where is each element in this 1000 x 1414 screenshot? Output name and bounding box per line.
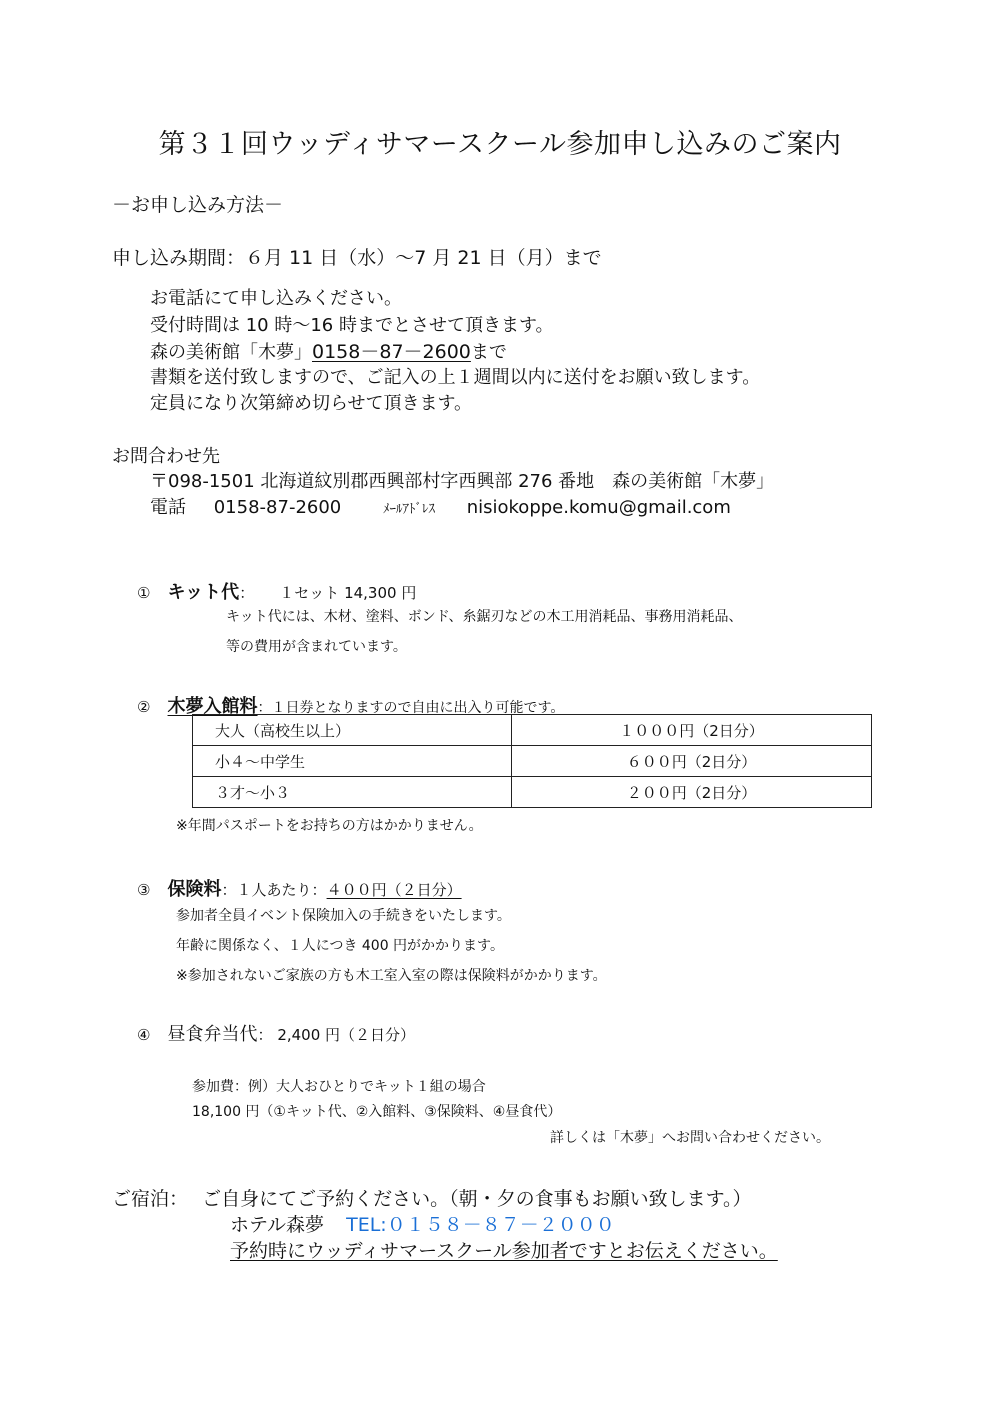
entry-desc: ：１日券となりますので自由に出入り可能です。 bbox=[257, 700, 565, 716]
lunch-label: 昼食弁当代 bbox=[167, 1024, 258, 1045]
table-row bbox=[193, 746, 872, 777]
lunch-line bbox=[137, 1020, 415, 1046]
mail-label: ﾒｰﾙｱﾄﾞﾚｽ bbox=[382, 502, 435, 517]
phone-apply-line2: 受付時間は 10 時～16 時までとさせて頂きます。 bbox=[150, 315, 554, 336]
phone-apply-line4: 書類を送付致しますので、ご記入の上１週間以内に送付をお願い致します。 bbox=[150, 367, 761, 388]
insurance-line bbox=[137, 875, 462, 901]
insurance-prefix: ：１人あたり： bbox=[221, 881, 327, 899]
lunch-price: ： 2,400 円（２日分） bbox=[257, 1026, 416, 1044]
table-row bbox=[193, 777, 872, 808]
phone-apply-line3 bbox=[150, 337, 507, 364]
lodging-desc: ご自身にてご予約ください。（朝・夕の食事もお願い致します。） bbox=[202, 1188, 752, 1210]
example-line3: 詳しくは「木夢」へお問い合わせください。 bbox=[550, 1130, 830, 1146]
museum-name: 森の美術館「木夢」 bbox=[150, 342, 312, 363]
contact-tel-line bbox=[150, 493, 731, 519]
lodging-line bbox=[112, 1184, 752, 1211]
entry-label: 木夢入館料 bbox=[167, 696, 258, 717]
application-period: 申し込み期間：６月 11 日（水）～7 月 21 日（月）まで bbox=[112, 247, 602, 269]
kit-price: １セット 14,300 円 bbox=[279, 584, 417, 602]
tel-number: 0158-87-2600 bbox=[213, 497, 342, 518]
lunch-number: ④ bbox=[137, 1026, 151, 1044]
museum-phone: 0158－87－2600 bbox=[312, 341, 471, 363]
entry-note: ※年間パスポートをお持ちの方はかかりません。 bbox=[176, 818, 483, 834]
insurance-price: ４００円（２日分） bbox=[326, 881, 462, 899]
method-heading: －お申し込み方法－ bbox=[112, 194, 284, 216]
fee-price: ２００円（2日分） bbox=[512, 777, 872, 808]
kit-label: キット代 bbox=[167, 582, 240, 603]
kit-desc1: キット代には、木材、塗料、ボンド、糸鋸刃などの木工用消耗品、事務用消耗品、 bbox=[226, 609, 743, 625]
kit-separator: ： bbox=[239, 584, 255, 602]
insurance-desc1: 参加者全員イベント保険加入の手続きをいたします。 bbox=[176, 908, 511, 924]
phone-suffix: まで bbox=[470, 342, 507, 363]
fee-category: ３才～小３ bbox=[193, 777, 512, 808]
mail-address: nisiokoppe.komu@gmail.com bbox=[466, 497, 731, 518]
insurance-label: 保険料 bbox=[167, 879, 222, 900]
contact-address: 〒098-1501 北海道紋別郡西興部村字西興部 276 番地 森の美術館「木夢」 bbox=[150, 471, 775, 492]
phone-apply-line5: 定員になり次第締め切らせて頂きます。 bbox=[150, 393, 473, 414]
entry-fee-table bbox=[192, 714, 872, 808]
example-line1: 参加費：例）大人おひとりでキット１組の場合 bbox=[192, 1079, 486, 1095]
kit-line bbox=[137, 578, 416, 604]
hotel-note: 予約時にウッディサマースクール参加者ですとお伝えください。 bbox=[230, 1240, 778, 1262]
fee-price: １０００円（2日分） bbox=[512, 715, 872, 746]
hotel-name: ホテル森夢 bbox=[230, 1214, 325, 1236]
kit-desc2: 等の費用が含まれています。 bbox=[226, 639, 407, 655]
insurance-desc3: ※参加されないご家族の方も木工室入室の際は保険料がかかります。 bbox=[176, 968, 607, 984]
kit-number: ① bbox=[137, 584, 151, 602]
tel-label: 電話 bbox=[150, 497, 186, 518]
insurance-desc2: 年齢に関係なく、１人につき 400 円がかかります。 bbox=[176, 938, 504, 954]
fee-category: 大人（高校生以上） bbox=[193, 715, 512, 746]
example-line2: 18,100 円（①キット代、②入館料、③保険料、④昼食代） bbox=[192, 1104, 562, 1120]
table-row bbox=[193, 715, 872, 746]
fee-category: 小４～中学生 bbox=[193, 746, 512, 777]
entry-number: ② bbox=[137, 698, 151, 716]
fee-price: ６００円（2日分） bbox=[512, 746, 872, 777]
page-title: 第３１回ウッディサマースクール参加申し込みのご案内 bbox=[158, 129, 842, 160]
contact-heading: お問合わせ先 bbox=[112, 446, 220, 467]
hotel-tel: TEL:０１５８－８７－２０００ bbox=[346, 1214, 615, 1236]
hotel-line bbox=[230, 1210, 615, 1237]
phone-apply-line1: お電話にて申し込みください。 bbox=[150, 288, 402, 309]
insurance-number: ③ bbox=[137, 881, 151, 899]
lodging-label: ご宿泊： bbox=[112, 1188, 189, 1210]
